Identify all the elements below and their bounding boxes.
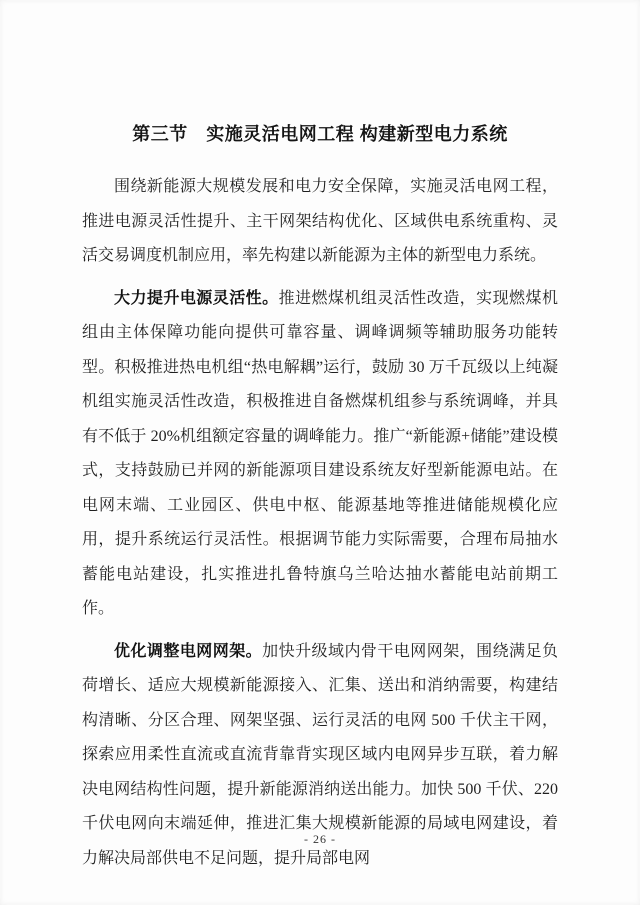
paragraph-text: 围绕新能源大规模发展和电力安全保障，实施灵活电网工程，推进电源灵活性提升、主干网架结构优化、区域供电系统重构、灵活交易调度机制应用，率先构建以新能源为主体的新型电力系统。 [82, 178, 558, 264]
paragraph-lead: 优化调整电网网架。 [114, 642, 263, 660]
paragraph-text: 加快升级域内骨干电网网架，围绕满足负荷增长、适应大规模新能源接入、汇集、送出和消纳需要，构建结构清晰、分区合理、网架坚强、运行灵活的电网 500 千伏主干网，探索应用柔性直流或直流背靠背实现区域内电网异步互联，着力解决电网结构性问题，提升新能源消纳送出能力。加快 500 千伏、220 千伏电网向末端延伸，推进汇集大规模新能源的局域电网建设，着力解决局部供电不足问题，提升局部电网 [82, 642, 558, 867]
paragraph-lead: 大力提升电源灵活性。 [114, 289, 279, 307]
page-number: - 26 - [304, 832, 336, 846]
document-body [82, 170, 558, 876]
paragraph [82, 170, 558, 274]
paragraph [82, 282, 558, 627]
paragraph-text: 推进燃煤机组灵活性改造，实现燃煤机组由主体保障功能向提供可靠容量、调峰调频等辅助服务功能转型。积极推进热电机组“热电解耦”运行，鼓励 30 万千瓦级以上纯凝机组实施灵活性改造，积极推进自备燃煤机组参与系统调峰，并具有不低于 20%机组额定容量的调峰能力。推广“新能源+储能”建设模式，支持鼓励已并网的新能源项目建设系统友好型新能源电站。在电网末端、工业园区、供电中枢、能源基地等推进储能规模化应用，提升系统运行灵活性。根据调节能力实际需要，合理布局抽水蓄能电站建设，扎实推进扎鲁特旗乌兰哈达抽水蓄能电站前期工作。 [82, 289, 558, 617]
section-title: 第三节 实施灵活电网工程 构建新型电力系统 [132, 124, 508, 144]
